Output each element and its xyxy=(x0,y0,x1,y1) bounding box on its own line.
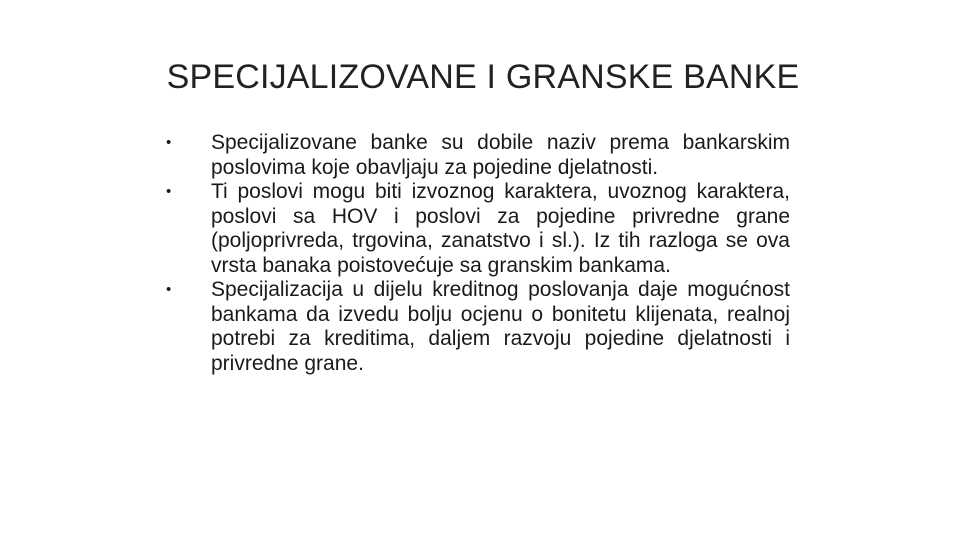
bullet-text: Specijalizovane banke su dobile naziv prema bankarskim poslovima koje obavljaju za pojedine djelatnosti. xyxy=(211,131,790,179)
bullet-list xyxy=(162,131,790,376)
bullet-text: Ti poslovi mogu biti izvoznog karaktera, uvoznog karaktera, poslovi sa HOV i poslovi za pojedine privredne grane (poljoprivreda, trgovina, zanatstvo i sl.). Iz tih razloga se ova vrsta banaka poistovećuje sa granskim bankama. xyxy=(211,180,790,277)
bullet-item xyxy=(162,180,790,278)
bullet-text: Specijalizacija u dijelu kreditnog poslovanja daje mogućnost bankama da izvedu bolju ocjenu o bonitetu klijenata, realnoj potrebi za kreditima, daljem razvoju pojedine djelatnosti i privredne grane. xyxy=(211,278,790,375)
bullet-icon: • xyxy=(166,134,172,151)
bullet-item xyxy=(162,131,790,180)
bullet-icon: • xyxy=(166,281,172,298)
bullet-icon: • xyxy=(166,183,172,200)
slide-title: SPECIJALIZOVANE I GRANSKE BANKE xyxy=(166,58,800,96)
bullet-item xyxy=(162,278,790,376)
